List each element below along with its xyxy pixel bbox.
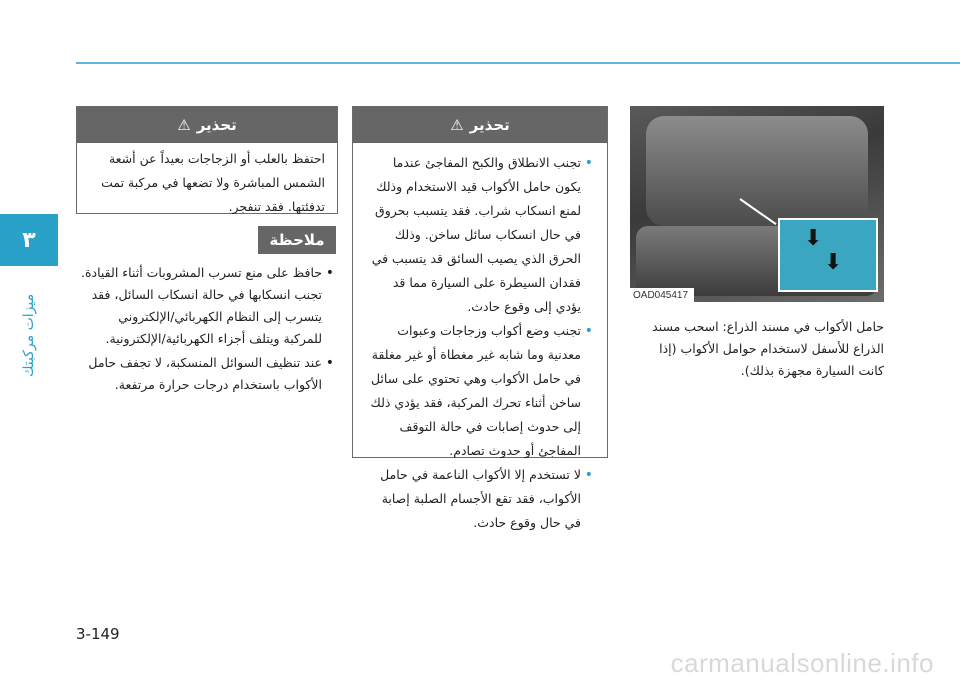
warning-item: • تجنب الانطلاق والكبح المفاجئ عندما يكون حامل الأكواب قيد الاستخدام وذلك لمنع انسكاب شراب. فقد يتسبب بحروق في حال انسكاب سائل ساخن. وذلك الحرق الذي يصيب السائق قد يتسبب في فقدان السيطرة على السيارة مما قد يؤدي إلى وقوع حادث. bbox=[365, 151, 581, 319]
chapter-label: ميزات مركبتك bbox=[21, 293, 37, 377]
watermark: carmanualsonline.info bbox=[670, 648, 934, 678]
warning-title: تحذير bbox=[469, 116, 510, 134]
arrow-down-icon: ⬇ bbox=[824, 250, 843, 275]
warning-box-middle bbox=[352, 106, 608, 530]
cupholder-callout bbox=[778, 218, 878, 292]
top-rule bbox=[76, 62, 960, 64]
warning-item: • تجنب وضع أكواب وزجاجات وعبوات معدنية وما شابه غير مغطاة أو غير مغلقة في حامل الأكواب وهي تحتوي على سائل ساخن أثناء تحرك المركبة، فقد يؤدي ذلك إلى حدوث إصابات في حالة التوقف المفاجئ أو حدوث تصادم. bbox=[365, 319, 581, 463]
warning-header bbox=[77, 107, 337, 143]
page-number: 3-149 bbox=[76, 625, 120, 643]
armrest-cupholder-text: حامل الأكواب في مسند الذراع: اسحب مسند الذراع للأسفل لاستخدام حوامل الأكواب (إذا كانت السيارة مجهزة بذلك). bbox=[652, 319, 884, 378]
chapter-number-tab: ٣ bbox=[0, 214, 58, 266]
warning-header bbox=[353, 107, 607, 143]
cupholder-photo bbox=[630, 106, 884, 302]
note-badge: ملاحظة bbox=[258, 226, 336, 254]
warning-body: احتفظ بالعلب أو الزجاجات بعيداً عن أشعة الشمس المباشرة ولا تضعها في مركبة تمت تدفئتها. فقد تنفجر. bbox=[101, 151, 325, 214]
note-list bbox=[76, 262, 336, 398]
warning-title: تحذير bbox=[196, 116, 237, 134]
note-item: • عند تنظيف السوائل المنسكبة، لا تجفف حامل الأكواب باستخدام درجات حرارة مرتفعة. bbox=[76, 352, 322, 396]
warning-triangle-icon: ⚠ bbox=[450, 116, 464, 134]
chapter-sidebar bbox=[0, 0, 58, 685]
warning-box-left bbox=[76, 106, 338, 214]
note-item: • حافظ على منع تسرب المشروبات أثناء القيادة. تجنب انسكابها في حالة انسكاب السائل، فقد يتسرب إلى النظام الكهربائي/الإلكتروني للمركبة ويتلف أجزاء الكهربائية/الإلكترونية. bbox=[76, 262, 322, 350]
arrow-down-icon: ⬇ bbox=[804, 226, 823, 251]
photo-caption: OAD045417 bbox=[633, 290, 689, 301]
warning-body bbox=[353, 143, 607, 545]
warning-item: • لا تستخدم إلا الأكواب الناعمة في حامل الأكواب، فقد تقع الأجسام الصلبة إصابة في حال وقوع حادث. bbox=[365, 463, 581, 535]
warning-triangle-icon: ⚠ bbox=[177, 116, 191, 134]
